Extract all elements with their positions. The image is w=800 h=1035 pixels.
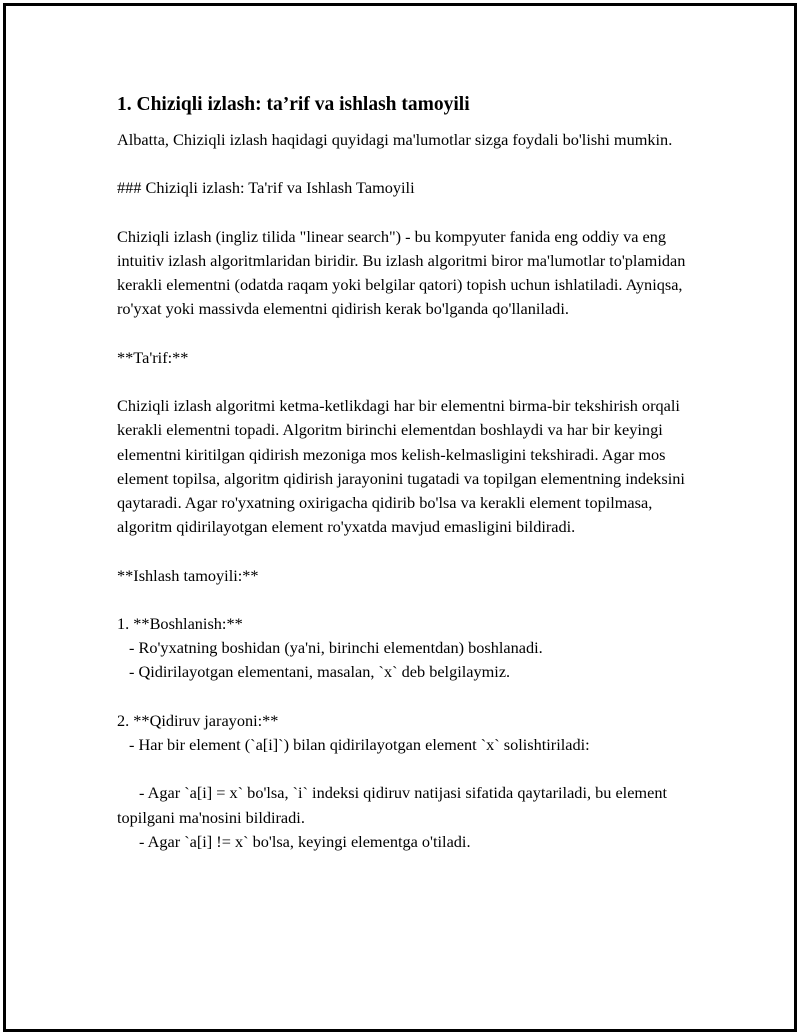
section-heading: 1. Chiziqli izlash: ta’rif va ishlash tamoyili <box>117 94 470 115</box>
tarif-paragraph: Chiziqli izlash algoritmi ketma-ketlikdagi har bir elementni birma-bir tekshirish orqali kerakli elementni topadi. Algoritm birinchi elementdan boshlaydi va har bir keyingi elementni kiritilgan qidirish mezoniga mos kelish-kelmasligini tekshiradi. Agar mos element topilsa, algoritm qidirish jarayonini tugatadi va topilgan elementning indeksini qaytaradi. Agar ro'yxatning oxirigacha qidirib bo'lsa va kerakli element topilmasa, algoritm qidirilayotgan element ro'yxatda mavjud emasligini bildiradi. <box>117 396 689 537</box>
definition-intro-paragraph: Chiziqli izlash (ingliz tilida "linear search") - bu kompyuter fanida eng oddiy va eng intuitiv izlash algoritmlaridan biridir. Bu izlash algoritmi biror ma'lumotlar to'plamidan kerakli elementni (odatda raqam yoki belgilar qatori) topish uchun ishlatiladi. Ayniqsa, ro'yxat yoki massivda elementni qidirish kerak bo'lganda qo'llaniladi. <box>117 226 690 319</box>
step-1-label: 1. **Boshlanish:** <box>117 613 243 633</box>
document-body <box>117 92 697 854</box>
step-2-subitem: - Agar `a[i] = x` bo'lsa, `i` indeksi qidiruv natijasi sifatida qaytariladi, bu element topilgani ma'nosini bildiradi. <box>117 783 672 827</box>
step-2 <box>117 709 697 854</box>
tarif-label: **Ta'rif:** <box>117 347 189 367</box>
step-2-subitem: - Agar `a[i] != x` bo'lsa, keyingi elementga o'tiladi. <box>139 831 471 851</box>
step-1-item: - Qidirilayotgan elementani, masalan, `x` deb belgilaymiz. <box>129 662 511 682</box>
step-2-item: - Har bir element (`a[i]`) bilan qidirilayotgan element `x` solishtiriladi: <box>129 734 590 754</box>
spacer <box>117 685 697 709</box>
step-2-label: 2. **Qidiruv jarayoni:** <box>117 710 279 730</box>
step-1-item: - Ro'yxatning boshidan (ya'ni, birinchi elementdan) boshlanadi. <box>129 638 543 658</box>
intro-paragraph: Albatta, Chiziqli izlash haqidagi quyidagi ma'lumotlar sizga foydali bo'lishi mumkin. <box>117 130 673 149</box>
step-1 <box>117 612 697 685</box>
subheading-line: ### Chiziqli izlash: Ta'rif va Ishlash Tamoyili <box>117 178 415 198</box>
spacer <box>117 757 697 781</box>
tamoyil-label: **Ishlash tamoyili:** <box>117 565 259 585</box>
